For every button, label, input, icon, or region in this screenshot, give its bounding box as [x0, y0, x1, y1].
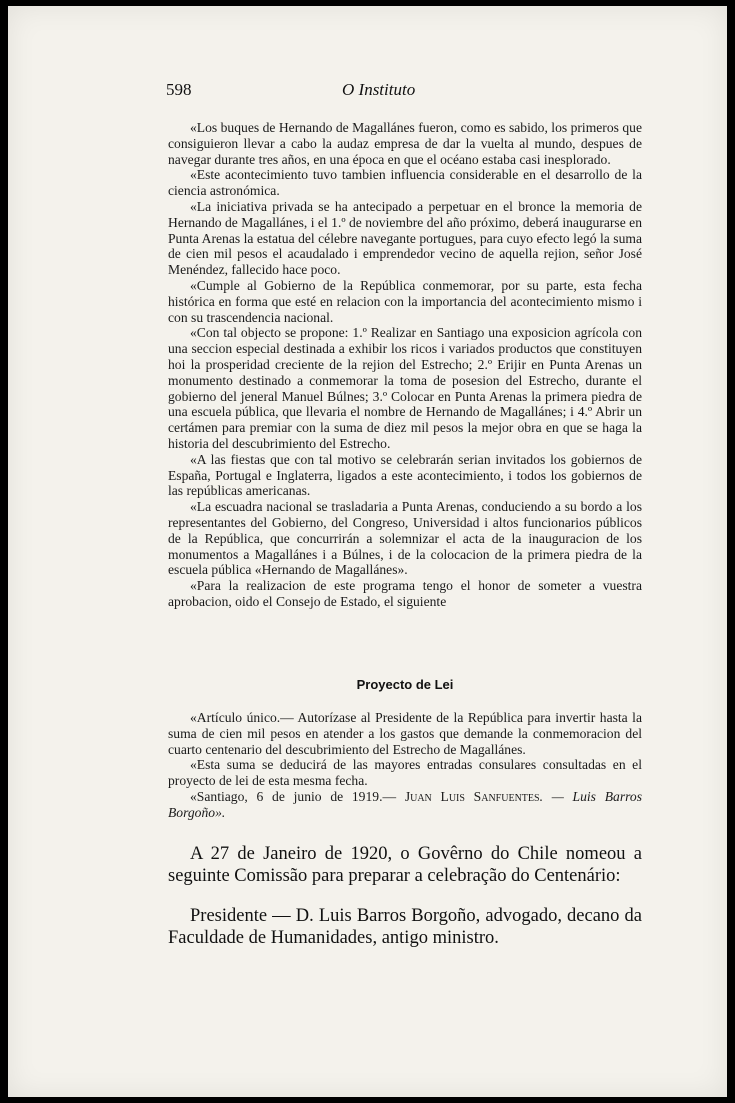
commission-intro: A 27 de Janeiro de 1920, o Govêrno do Chile nomeou a seguinte Comissão para preparar a celebração do Centenário: — [168, 844, 642, 886]
book-page — [8, 6, 727, 1097]
signature-place-date: «Santiago, 6 de junio de 1919.— — [190, 788, 405, 804]
paragraph-submission: «Para la realizacion de este programa tengo el honor de someter a vuestra aprobacion, oido el Consejo de Estado, el siguiente — [168, 578, 642, 609]
paragraph-government-duty: «Cumple al Gobierno de la República conmemorar, por su parte, esta fecha histórica en forma que esté en relacion con la importancia del acontecimiento mismo i con su trascendencia nacional. — [168, 277, 642, 325]
paragraph-proposals: «Con tal objecto se propone: 1.º Realizar en Santiago una exposicion agrícola con una seccion especial destinada a exhibir los ricos i variados productos que constituyen hoi la prosperidad creciente de la rejion del Estrecho; 2.º Erijir en Punta Arenas un monumento destinado a conmemorar la toma de posesion del Estrecho, durante el gobierno del jeneral Manuel Búlnes; 3.º Colocar en Punta Arenas la primera piedra de una escuela pública, que llevaria el nombre de Hernando de Magallánes; i 4.º Abrir un certámen para premiar con la suma de diez mil pesos la mejor obra en que se haga la historia del descubrimiento del Estrecho. — [168, 325, 642, 451]
commission-president: Presidente — D. Luis Barros Borgoño, advogado, decano da Faculdade de Humanidades, antigo ministro. — [168, 906, 642, 948]
decree-article: «Artículo único.— Autorízase al Presidente de la República para invertir hasta la suma de cien mil pesos en atender a los gastos que demande la conmemoracion del cuarto centenario del descubrimiento del Estrecho de Magallánes. — [168, 710, 642, 757]
signature-president: Juan Luis Sanfuentes — [404, 788, 540, 804]
page-number: 598 — [166, 80, 192, 99]
running-header — [166, 74, 646, 104]
decree-funding: «Esta suma se deducirá de las mayores entradas consulares consultadas en el proyecto de lei de esta mesma fecha. — [168, 757, 642, 789]
portuguese-section — [168, 843, 642, 949]
paragraph-fleet: «La escuadra nacional se trasladaria a Punta Arenas, conduciendo a su bordo a los representantes del Gobierno, del Congreso, Universidad i altos funcionarios públicos de la República, que concurrirán a solemnizar el acta de la inauguracion de los monumentos a Magallánes i a Búlnes, i de la colocacion de la primera piedra de la escuela pública «Hernando de Magallánes». — [168, 499, 642, 578]
decree-signature — [168, 789, 642, 821]
signature-minister: . — Luis Barros Borgoño». — [168, 788, 642, 820]
paragraph-magellan-voyage: «Los buques de Hernando de Magallánes fueron, como es sabido, los primeros que consiguieron llevar a cabo la audaz empresa de dar la vuelta al mundo, despues de navegar durante tres años, en una época en que el océano estaba casi inesplorado. — [168, 120, 642, 167]
decree-text — [168, 710, 642, 821]
section-title: Proyecto de Lei — [356, 677, 454, 692]
letter-body — [168, 120, 642, 610]
paragraph-invitations: «A las fiestas que con tal motivo se celebrarán serian invitados los gobiernos de España, Portugal e Inglaterra, ligados a este acontecimiento, i todos los gobiernos de las repúblicas americanas. — [168, 451, 642, 499]
paragraph-statue: «La iniciativa privada se ha antecipado a perpetuar en el bronce la memoria de Hernando de Magallánes, i el 1.º de noviembre del año próximo, deberá inaugurarse en Punta Arenas la estatua del célebre navegante portugues, para cuyo efecto legó la suma de cien mil pesos el acaudalado i emprendedor vecino de aquella rejion, señor José Menéndez, fallecido hace poco. — [168, 198, 642, 278]
paragraph-astronomy: «Este acontecimiento tuvo tambien influencia considerable en el desarrollo de la ciencia astronómica. — [168, 167, 642, 199]
journal-title: O Instituto — [342, 80, 416, 99]
